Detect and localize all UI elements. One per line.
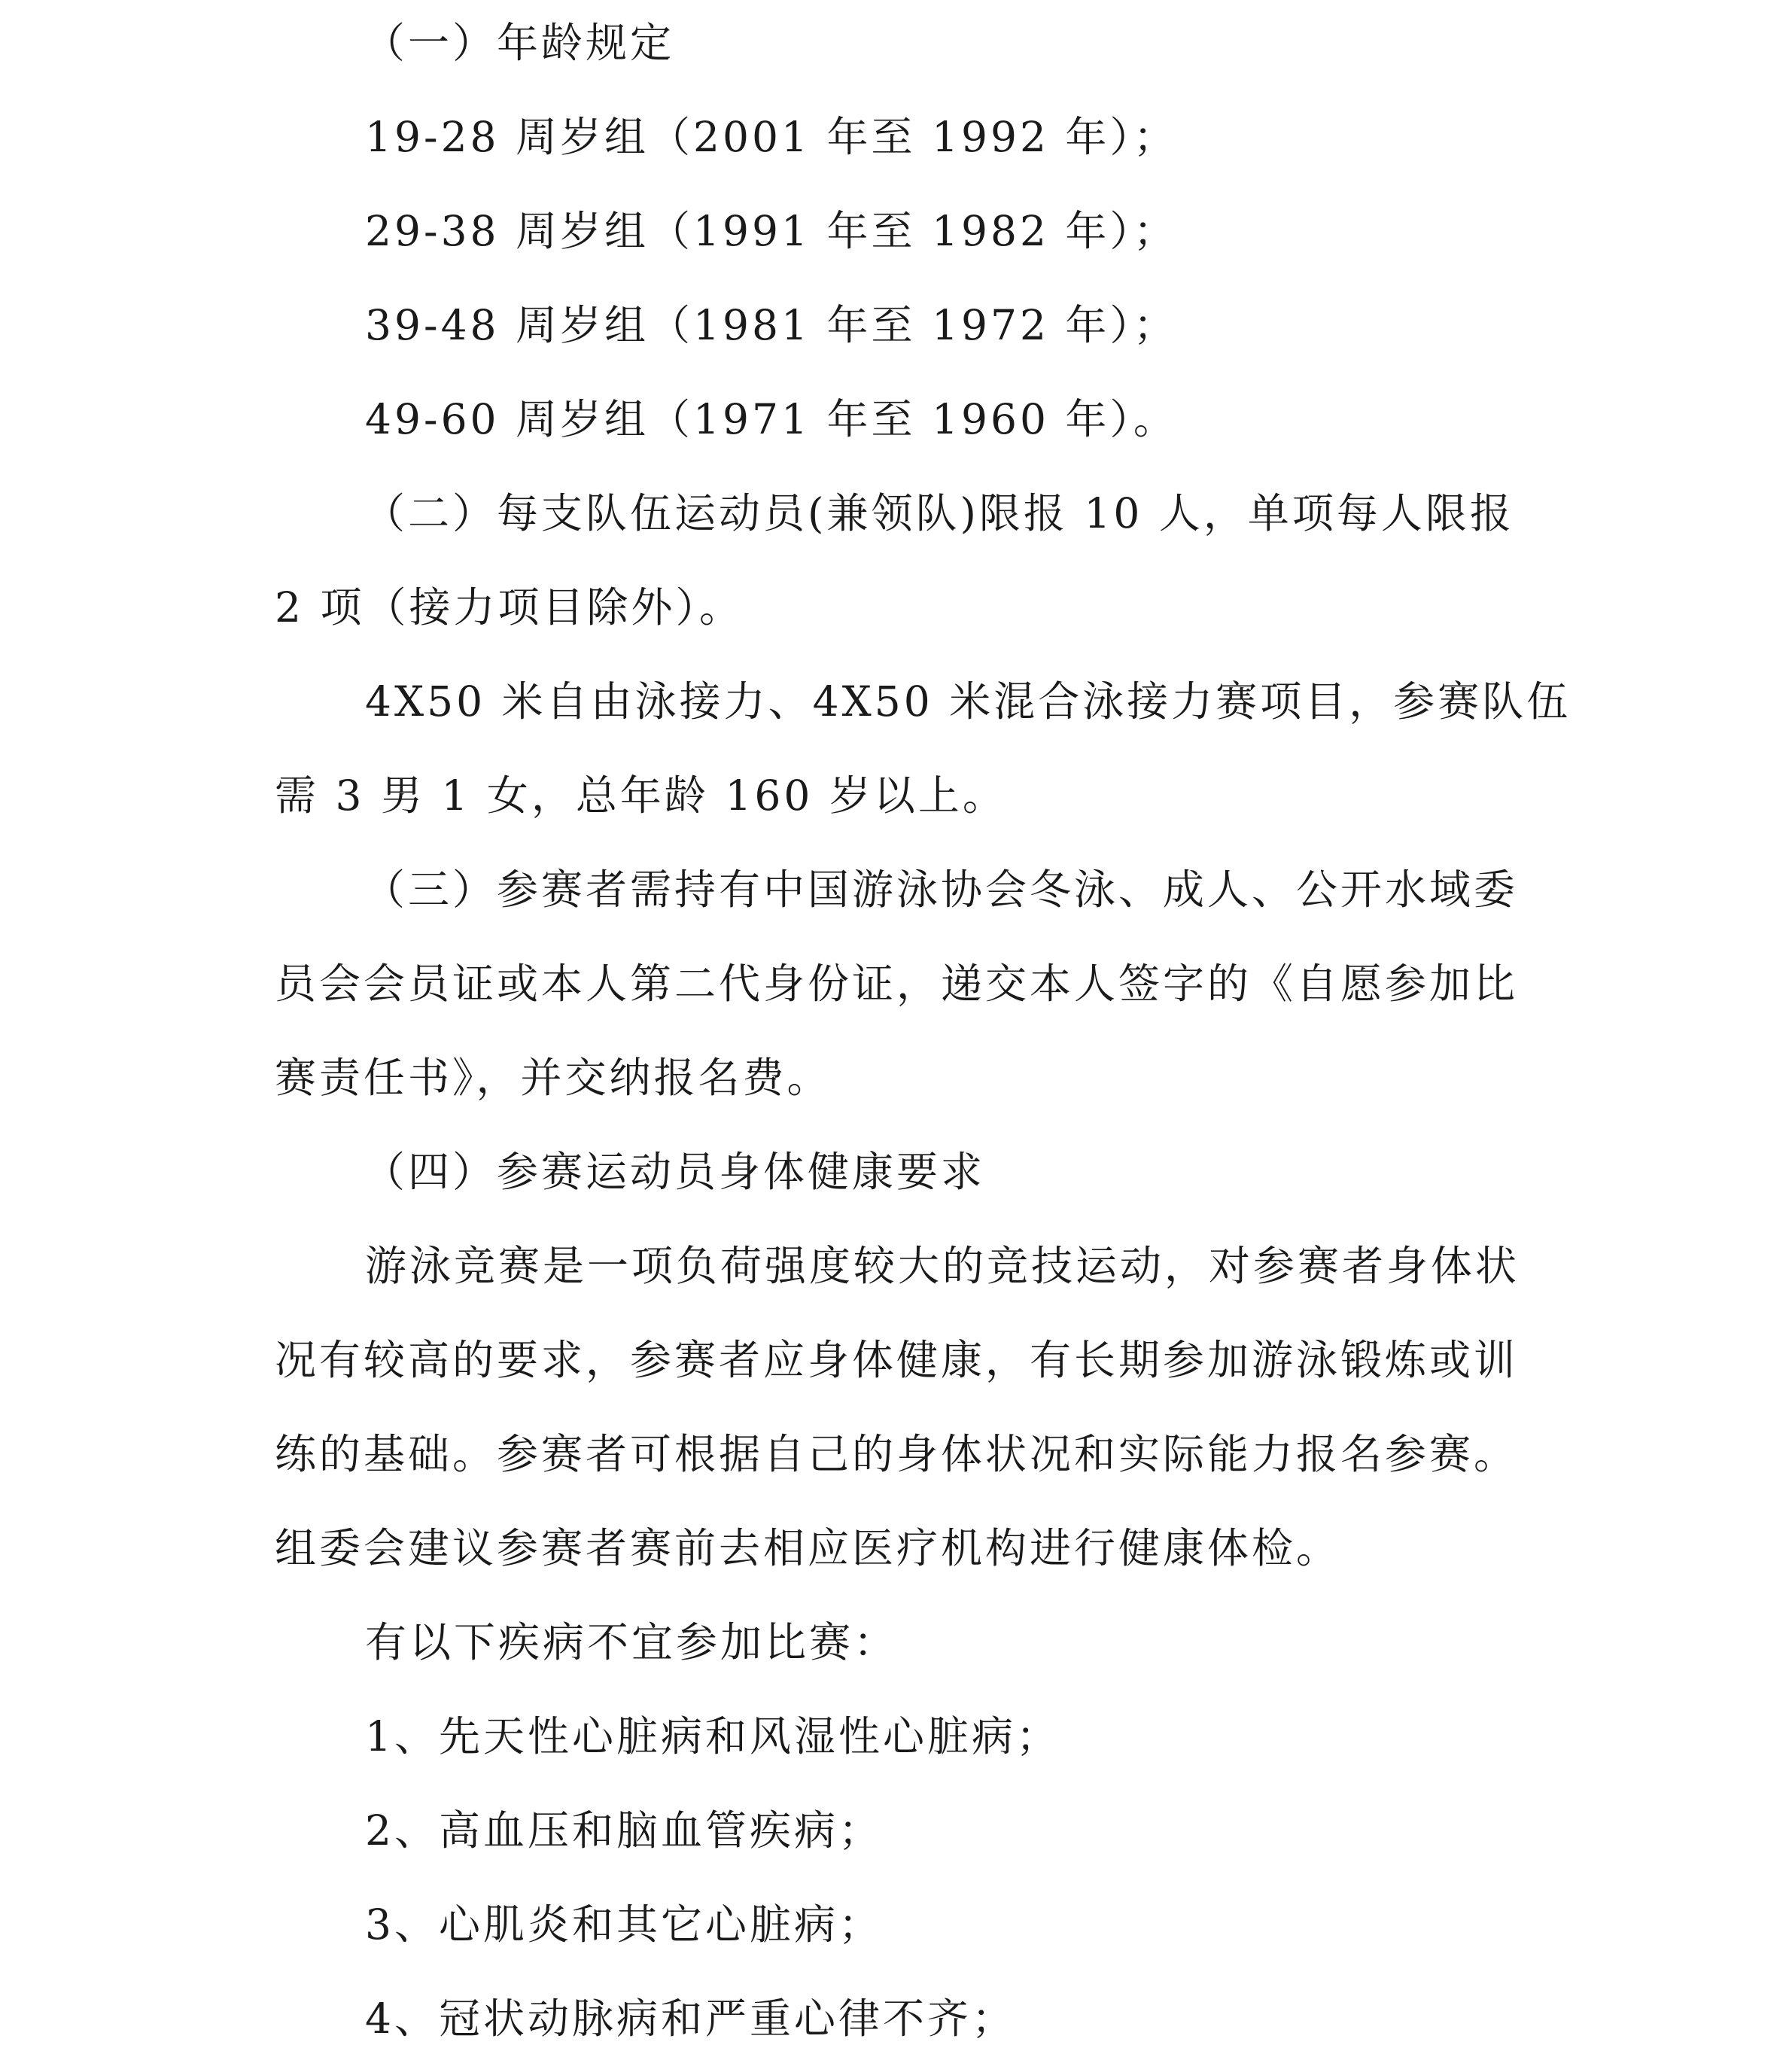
paragraph-membership-line-2: 员会会员证或本人第二代身份证，递交本人签字的《自愿参加比 — [275, 960, 1519, 1008]
paragraph-health-line-3: 练的基础。参赛者可根据自己的身体状况和实际能力报名参赛。 — [275, 1430, 1519, 1478]
paragraph-membership-line-1: （三）参赛者需持有中国游泳协会冬泳、成人、公开水域委 — [364, 866, 1519, 914]
age-group-19-28: 19-28 周岁组（2001 年至 1992 年）； — [365, 113, 1178, 161]
paragraph-health-line-1: 游泳竞赛是一项负荷强度较大的竞技运动，对参赛者身体状 — [365, 1242, 1520, 1290]
age-group-49-60: 49-60 周岁组（1971 年至 1960 年）。 — [365, 395, 1178, 443]
paragraph-relay-line-2: 需 3 男 1 女，总年龄 160 岁以上。 — [275, 771, 1007, 820]
disease-item-3: 3、心肌炎和其它心脏病； — [365, 1900, 883, 1949]
paragraph-health-line-2: 况有较高的要求，参赛者应身体健康，有长期参加游泳锻炼或训 — [275, 1336, 1519, 1384]
disease-item-2: 2、高血压和脑血管疾病； — [365, 1806, 883, 1855]
age-group-39-48: 39-48 周岁组（1981 年至 1972 年）； — [365, 301, 1178, 349]
disease-item-4: 4、冠状动脉病和严重心律不齐； — [365, 1995, 1016, 2043]
paragraph-health-line-4: 组委会建议参赛者赛前去相应医疗机构进行健康体检。 — [275, 1524, 1341, 1572]
paragraph-team-limit-line-1: （二）每支队伍运动员(兼领队)限报 10 人，单项每人限报 — [364, 489, 1514, 537]
age-group-29-38: 29-38 周岁组（1991 年至 1982 年）； — [365, 207, 1178, 255]
paragraph-team-limit-line-2: 2 项（接力项目除外）。 — [275, 583, 744, 631]
paragraph-relay-line-1: 4X50 米自由泳接力、4X50 米混合泳接力赛项目，参赛队伍 — [365, 677, 1571, 726]
section-heading-age: （一）年龄规定 — [364, 19, 675, 67]
disease-item-1: 1、先天性心脏病和风湿性心脏病； — [365, 1712, 1060, 1760]
diseases-intro: 有以下疾病不宜参加比赛： — [365, 1618, 899, 1666]
section-heading-health: （四）参赛运动员身体健康要求 — [364, 1148, 986, 1196]
paragraph-membership-line-3: 赛责任书》，并交纳报名费。 — [275, 1054, 832, 1102]
